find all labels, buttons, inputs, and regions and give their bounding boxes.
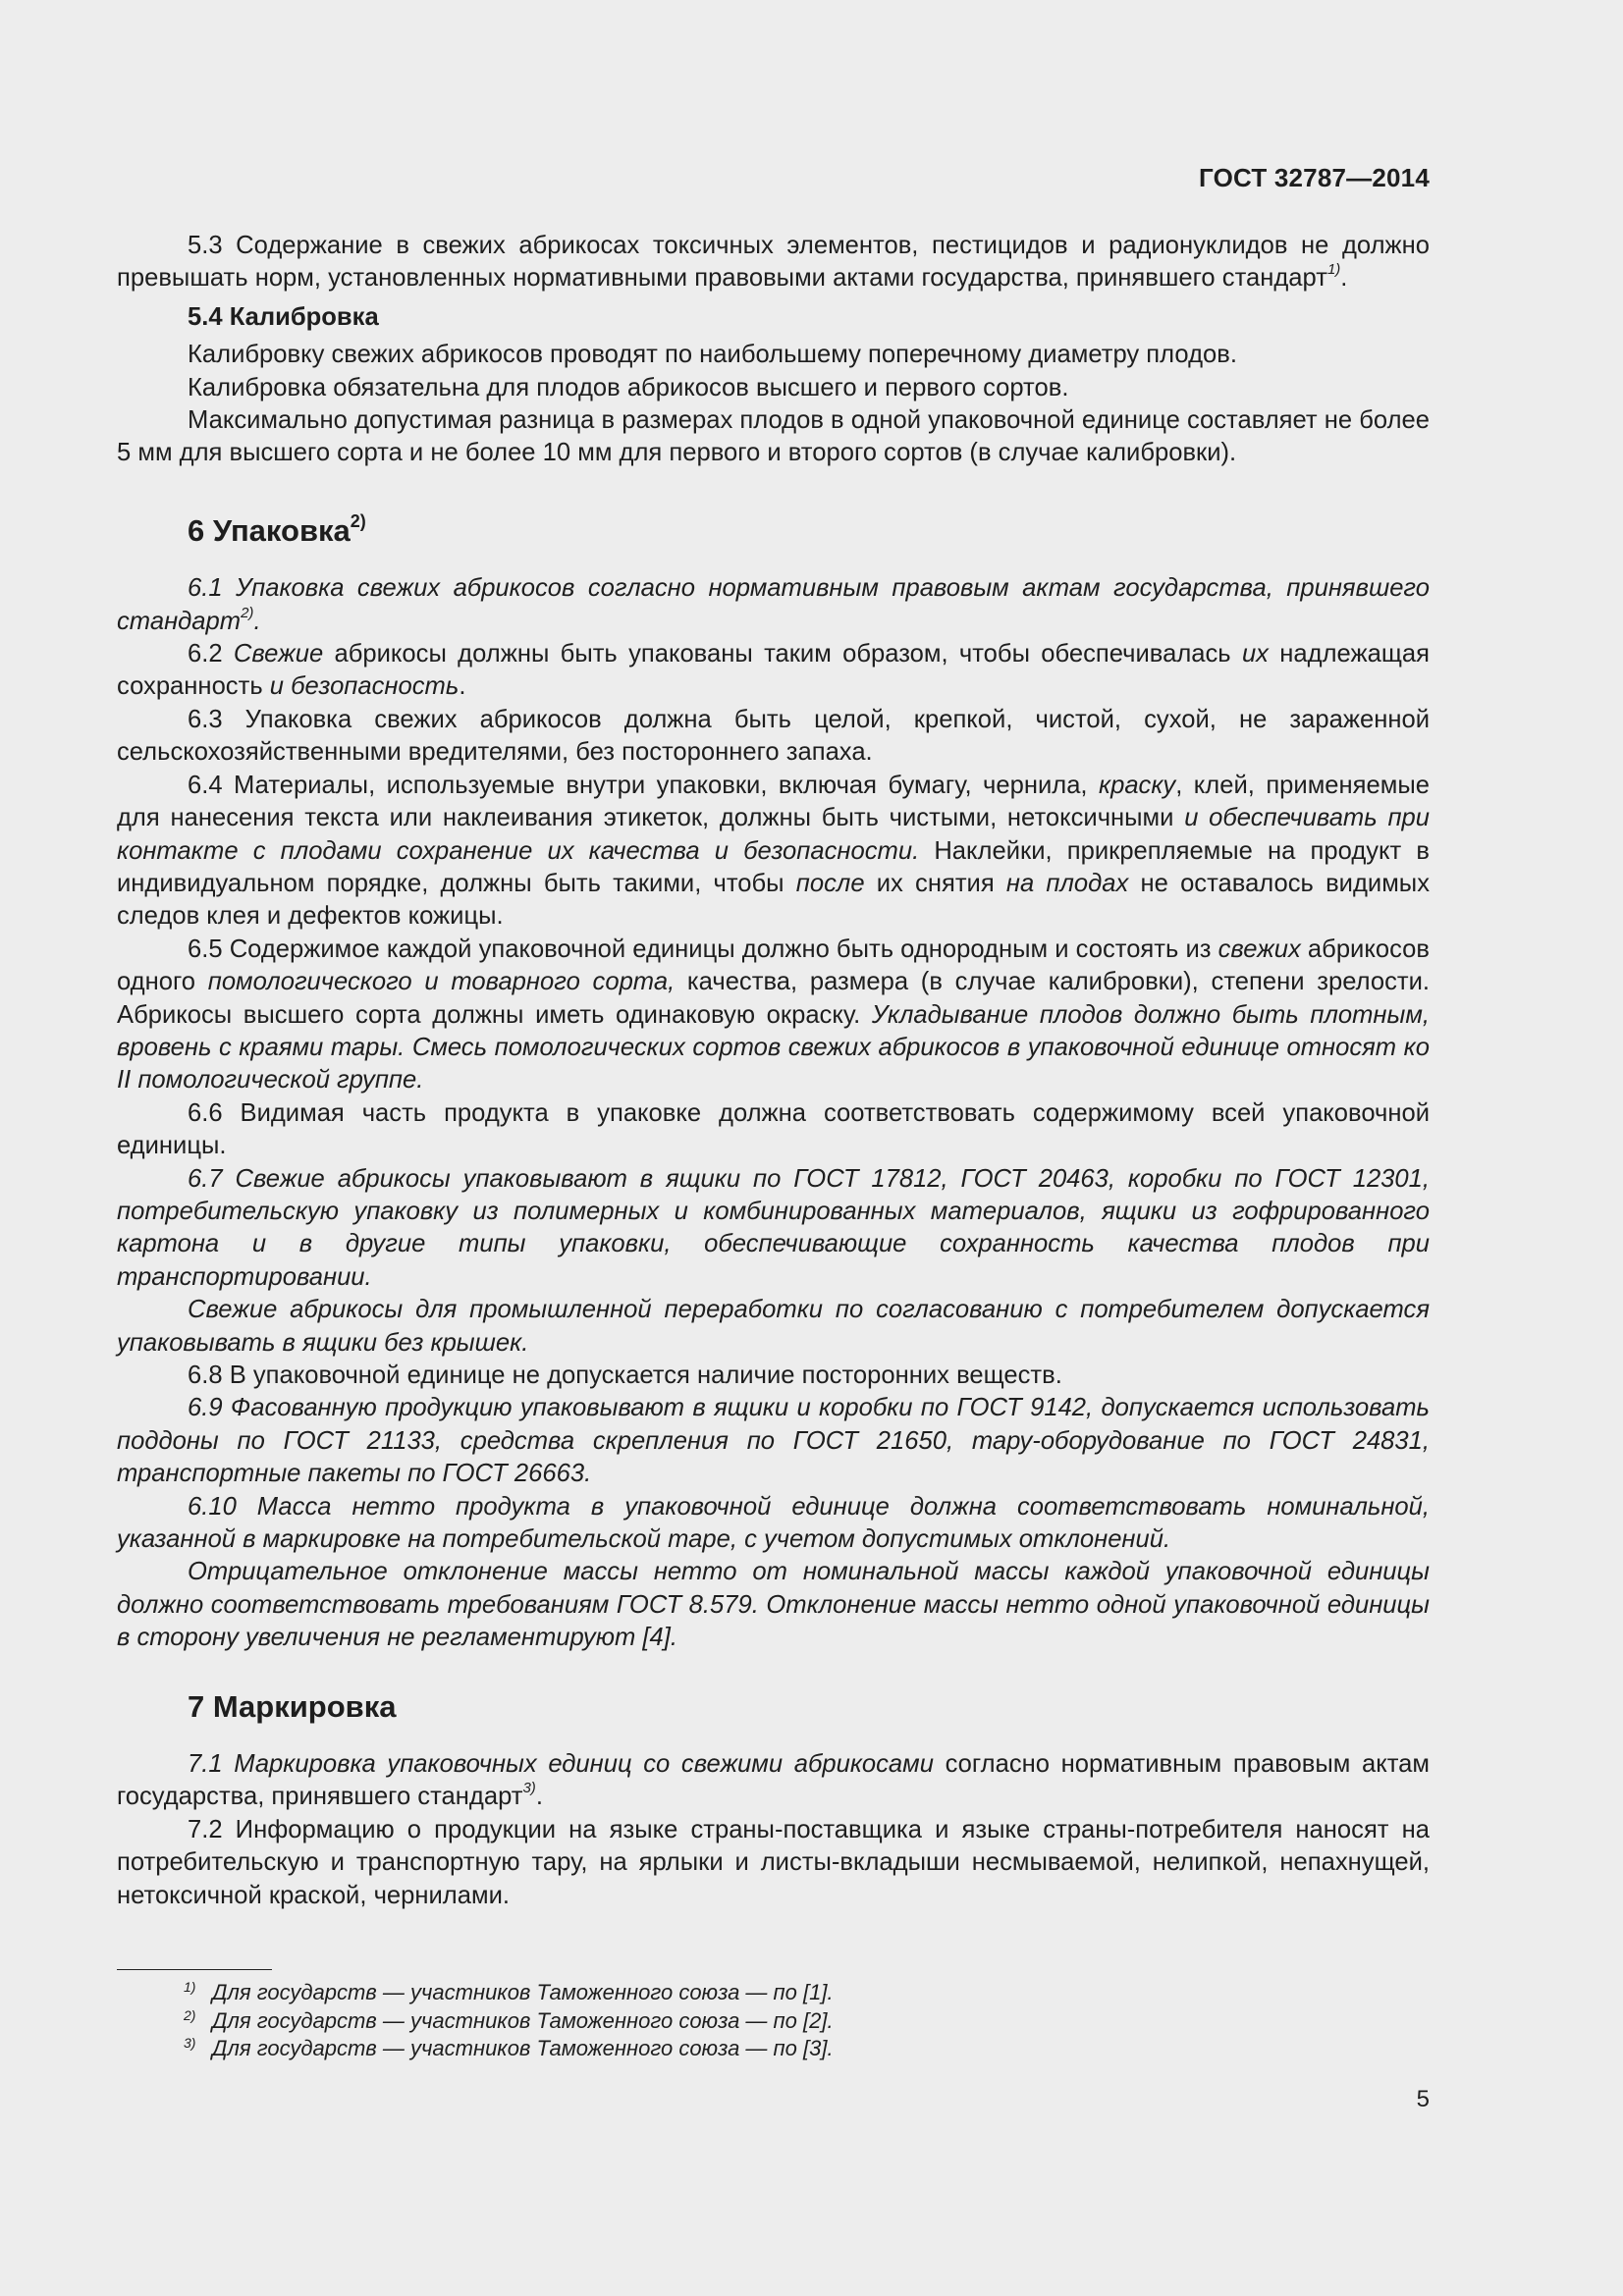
paragraph-6-4-b: краску	[1099, 771, 1176, 799]
paragraph-6-4-h: на плодах	[1005, 869, 1129, 897]
paragraph-5-4-3: Максимально допустимая разница в размерах плодов в одной упаковочной единице составляет не более 5 мм для высшего сорта и не более 10 мм для первого и второго сортов (в случае калибровки).	[117, 406, 1430, 467]
document-body	[117, 230, 1430, 1912]
paragraph-6-7: 6.7 Свежие абрикосы упаковывают в ящики по ГОСТ 17812, ГОСТ 20463, коробки по ГОСТ 12301, потребительскую упаковку из полимерных и комбинированных материалов, ящики из гофрированного картона и в другие типы упаковки, обеспечивающие сохранность качества плодов при транспортировании.	[117, 1164, 1430, 1291]
paragraph-7-1-a: 7.1 Маркировка упаковочных единиц со свежими абрикосами	[188, 1750, 934, 1779]
paragraph-6-5-c: абрикосов одного	[117, 934, 1430, 996]
paragraph-7-1	[117, 1748, 1430, 1814]
paragraph-6-7-continued: Свежие абрикосы для промышленной переработки по согласованию с потребителем допускается упаковывать в ящики без крышек.	[117, 1296, 1430, 1357]
section-title-6	[188, 506, 1430, 547]
section-title-6-text: 6 Упаковка	[188, 512, 351, 548]
paragraph-6-2-e: надлежащая сохранность	[117, 640, 1430, 701]
paragraph-6-1	[117, 572, 1430, 638]
paragraph-5-4-2: Калибровка обязательна для плодов абрикосов высшего и первого сортов.	[188, 373, 1069, 401]
paragraph-6-2-c: абрикосы должны быть упакованы таким образом, чтобы обеспечивалась	[323, 640, 1242, 668]
footnote-ref-3[interactable]: 3)	[522, 1780, 536, 1797]
paragraph-6-4-g: их снятия	[864, 869, 1006, 897]
page-number: 5	[1416, 2086, 1430, 2112]
paragraph-7-1-end: .	[535, 1783, 543, 1811]
paragraph-6-5-f: Укладывание плодов должно быть плотным, вровень с краями тары. Смесь помологических сортов свежих абрикосов в упаковочной единице относят ко II помологической группе.	[117, 1000, 1431, 1095]
paragraph-6-4-d: и обеспечивать при контакте с плодами сохранение их качества и безопасности.	[117, 804, 1430, 865]
footnote-2: 2) Для государств — участников Таможенного союза — по [2].	[184, 2006, 834, 2033]
paragraph-6-4-i: не оставалось видимых следов клея и дефектов кожицы.	[117, 869, 1430, 931]
paragraph-6-6: 6.6 Видимая часть продукта в упаковке должна соответствовать содержимому всей упаковочной единицы.	[117, 1098, 1430, 1160]
paragraph-6-2-d: их	[1241, 640, 1269, 668]
footnote-text-2: Для государств — участников Таможенного союза — по [2].	[212, 2007, 834, 2033]
paragraph-6-5-b: свежих	[1217, 934, 1301, 963]
footnote-ref-1[interactable]: 1)	[1326, 261, 1341, 279]
paragraph-7-2: 7.2 Информацию о продукции на языке страны-поставщика и языке страны-потребителя наносят на потребительскую и транспортную тару, на ярлыки и листы-вкладыши несмываемой, нелипкой, непахнущей, нетоксичной краской, чернилами.	[117, 1815, 1430, 1909]
subsection-title-5-4: 5.4 Калибровка	[188, 302, 379, 331]
footnote-3: 3) Для государств — участников Таможенного союза — по [3].	[184, 2035, 834, 2060]
paragraph-5-3-text: 5.3 Содержание в свежих абрикосах токсичных элементов, пестицидов и радионуклидов не должно превышать норм, установленных нормативными правовыми актами государства, принявшего стандарт	[117, 232, 1430, 293]
footnote-text-3: Для государств — участников Таможенного союза — по [3].	[212, 2036, 834, 2060]
footnote-divider	[117, 1969, 272, 1970]
paragraph-6-2-g: .	[459, 672, 466, 701]
paragraph-6-2-a: 6.2	[188, 640, 234, 668]
footnote-ref-2-heading[interactable]: 2)	[350, 510, 366, 531]
paragraph-6-4-a: 6.4 Материалы, используемые внутри упаковки, включая бумагу, чернила,	[188, 771, 1099, 799]
footnotes	[184, 1979, 1362, 2063]
paragraph-6-1-end: .	[253, 607, 261, 635]
paragraph-7-1-b: согласно нормативным правовым актам государства, принявшего стандарт	[117, 1750, 1430, 1811]
paragraph-6-10-continued: Отрицательное отклонение массы нетто от номинальной массы каждой упаковочной единицы должно соответствовать требованиям ГОСТ 8.579. Отклонение массы нетто одной упаковочной единицы в сторону увеличения не регламентируют [4].	[117, 1558, 1430, 1652]
paragraph-6-4	[117, 770, 1430, 934]
paragraph-6-8: 6.8 В упаковочной единице не допускается наличие посторонних веществ.	[188, 1362, 1062, 1389]
paragraph-6-3: 6.3 Упаковка свежих абрикосов должна быть целой, крепкой, чистой, сухой, не зараженной сельскохозяйственными вредителями, без постороннего запаха.	[117, 705, 1430, 767]
paragraph-6-5-d: помологического и товарного сорта,	[207, 968, 676, 996]
section-title-7: 7 Маркировка	[188, 1688, 397, 1724]
paragraph-5-3-end: .	[1340, 264, 1348, 293]
footnote-1: 1) Для государств — участников Таможенного союза — по [1].	[184, 1979, 834, 2004]
paragraph-6-2-b: Свежие	[233, 640, 324, 668]
paragraph-6-4-e: Наклейки, прикрепляемые на продукт в индивидуальном порядке, должны быть такими, чтобы	[117, 836, 1430, 897]
paragraph-5-3	[117, 230, 1430, 295]
paragraph-6-1-text: 6.1 Упаковка свежих абрикосов согласно нормативным правовым актам государства, принявшего стандарт	[117, 574, 1430, 635]
paragraph-6-5	[117, 934, 1430, 1097]
footnote-text-1: Для государств — участников Таможенного союза — по [1].	[212, 1980, 834, 2004]
paragraph-6-5-a: 6.5 Содержимое каждой упаковочной единицы должно быть однородным и состоять из	[188, 934, 1218, 963]
paragraph-5-4-1: Калибровку свежих абрикосов проводят по наибольшему поперечному диаметру плодов.	[188, 341, 1237, 369]
paragraph-6-4-f: после	[795, 869, 865, 897]
paragraph-6-5-e: качества, размера (в случае калибровки), степени зрелости. Абрикосы высшего сорта должны иметь одинаковую окраску.	[117, 968, 1431, 1029]
paragraph-6-4-c: , клей, применяемые для нанесения текста или наклеивания этикеток, должны быть чистыми, нетоксичными	[117, 771, 1430, 832]
paragraph-6-2-f: и безопасность	[269, 672, 460, 701]
footnote-ref-2[interactable]: 2)	[241, 604, 254, 621]
paragraph-6-10: 6.10 Масса нетто продукта в упаковочной единице должна соответствовать номинальной, указанной в маркировке на потребительской таре, с учетом допустимых отклонений.	[117, 1492, 1430, 1554]
paragraph-6-2	[117, 638, 1430, 704]
paragraph-6-9: 6.9 Фасованную продукцию упаковывают в ящики и коробки по ГОСТ 9142, допускается использовать поддоны по ГОСТ 21133, средства скрепления по ГОСТ 21650, тару-оборудование по ГОСТ 24831, транспортные пакеты по ГОСТ 26663.	[117, 1394, 1430, 1488]
document-code: ГОСТ 32787—2014	[1199, 163, 1430, 192]
